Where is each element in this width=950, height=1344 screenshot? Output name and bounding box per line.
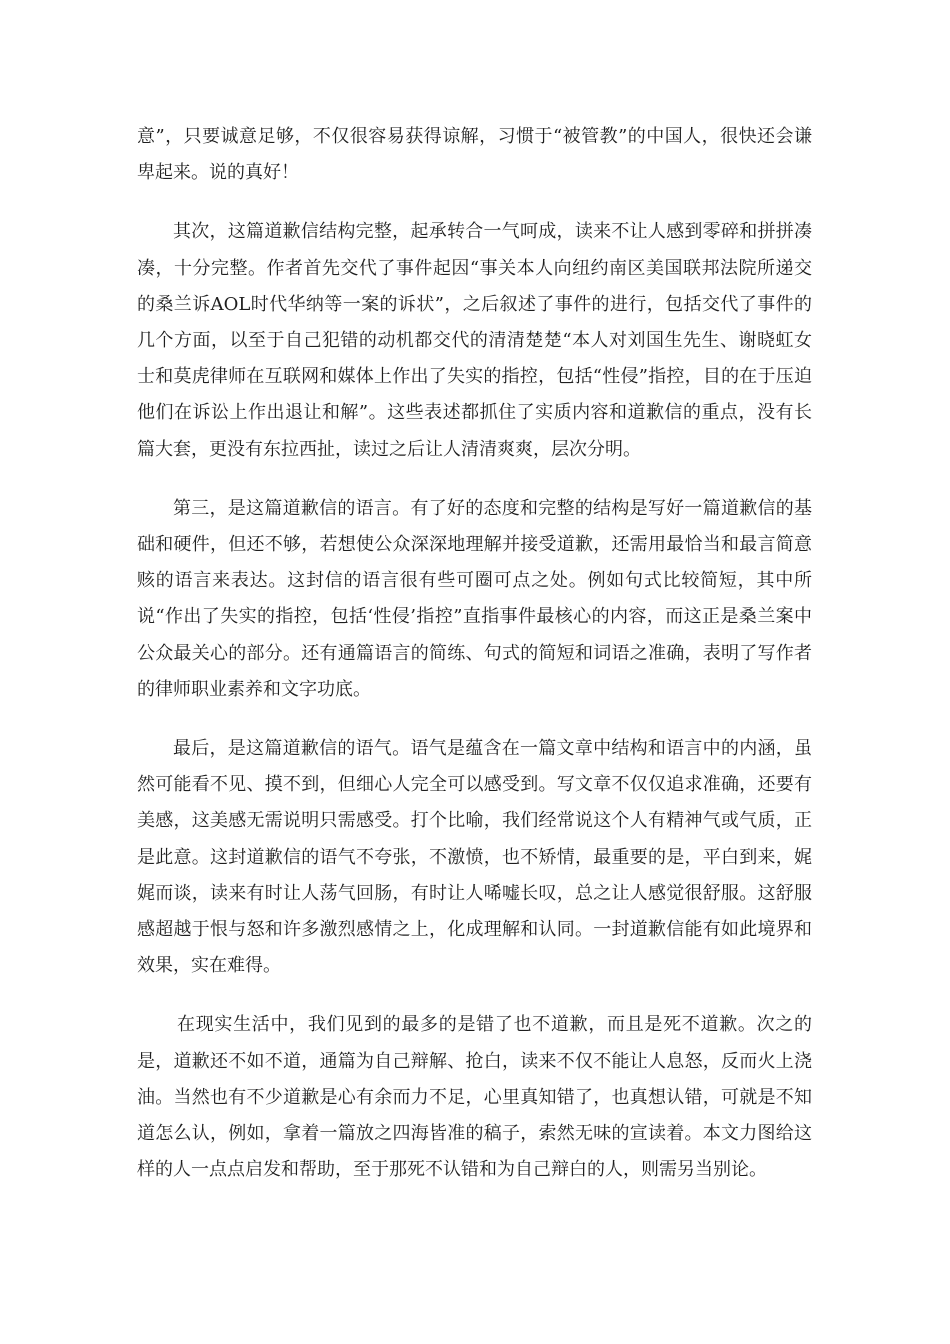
- paragraph-structure: 其次，这篇道歉信结构完整，起承转合一气呵成，读来不让人感到零碎和拼拼凑凑，十分完整。作者首先交代了事件起因“事关本人向纽约南区美国联邦法院所递交的桑兰诉AOL时代华纳等一案的诉状”，之后叙述了事件的进行，包括交代了事件的几个方面，以至于自己犯错的动机都交代的清清楚楚“本人对刘国生先生、谢晓虹女士和莫虎律师在互联网和媒体上作出了失实的指控，包括“性侵”指控，目的在于压迫他们在诉讼上作出退让和解”。这些表述都抓住了实质内容和道歉信的重点，没有长篇大套，更没有东拉西扯，读过之后让人清清爽爽，层次分明。: [137, 221, 812, 460]
- paragraph-conclusion: 在现实生活中，我们见到的最多的是错了也不道歉，而且是死不道歉。次之的是，道歉还不如不道，通篇为自己辩解、抢白，读来不仅不能让人息怒，反而火上浇油。当然也有不少道歉是心有余而力不足，心里真知错了，也真想认错，可就是不知道怎么认，例如，拿着一篇放之四海皆准的稿子，索然无味的宣读着。本文力图给这样的人一点点启发和帮助，至于那死不认错和为自己辩白的人，则需另当别论。: [137, 1014, 812, 1181]
- paragraph-tone: 最后，是这篇道歉信的语气。语气是蕴含在一篇文章中结构和语言中的内涵，虽然可能看不见、摸不到，但细心人完全可以感受到。写文章不仅仅追求准确，还要有美感，这美感无需说明只需感受。打个比喻，我们经常说这个人有精神气或气质，正是此意。这封道歉信的语气不夸张，不激愤，也不矫情，最重要的是，平白到来，娓娓而谈，读来有时让人荡气回肠，有时让人唏嘘长叹，总之让人感觉很舒服。这舒服感超越于恨与怒和许多激烈感情之上，化成理解和认同。一封道歉信能有如此境界和效果，实在难得。: [137, 738, 812, 977]
- document-body: [137, 119, 812, 1211]
- paragraph-continuation: 意”，只要诚意足够，不仅很容易获得谅解，习惯于“被管教”的中国人，很快还会谦卑起来。说的真好！: [137, 126, 812, 184]
- paragraph-language: 第三，是这篇道歉信的语言。有了好的态度和完整的结构是写好一篇道歉信的基础和硬件，但还不够，若想使公众深深地理解并接受道歉，还需用最恰当和最言简意赅的语言来表达。这封信的语言很有些可圈可点之处。例如句式比较简短，其中所说“作出了失实的指控，包括‘性侵’指控”直指事件最核心的内容，而这正是桑兰案中公众最关心的部分。还有通篇语言的简练、句式的简短和词语之准确，表明了写作者的律师职业素养和文字功底。: [137, 497, 812, 700]
